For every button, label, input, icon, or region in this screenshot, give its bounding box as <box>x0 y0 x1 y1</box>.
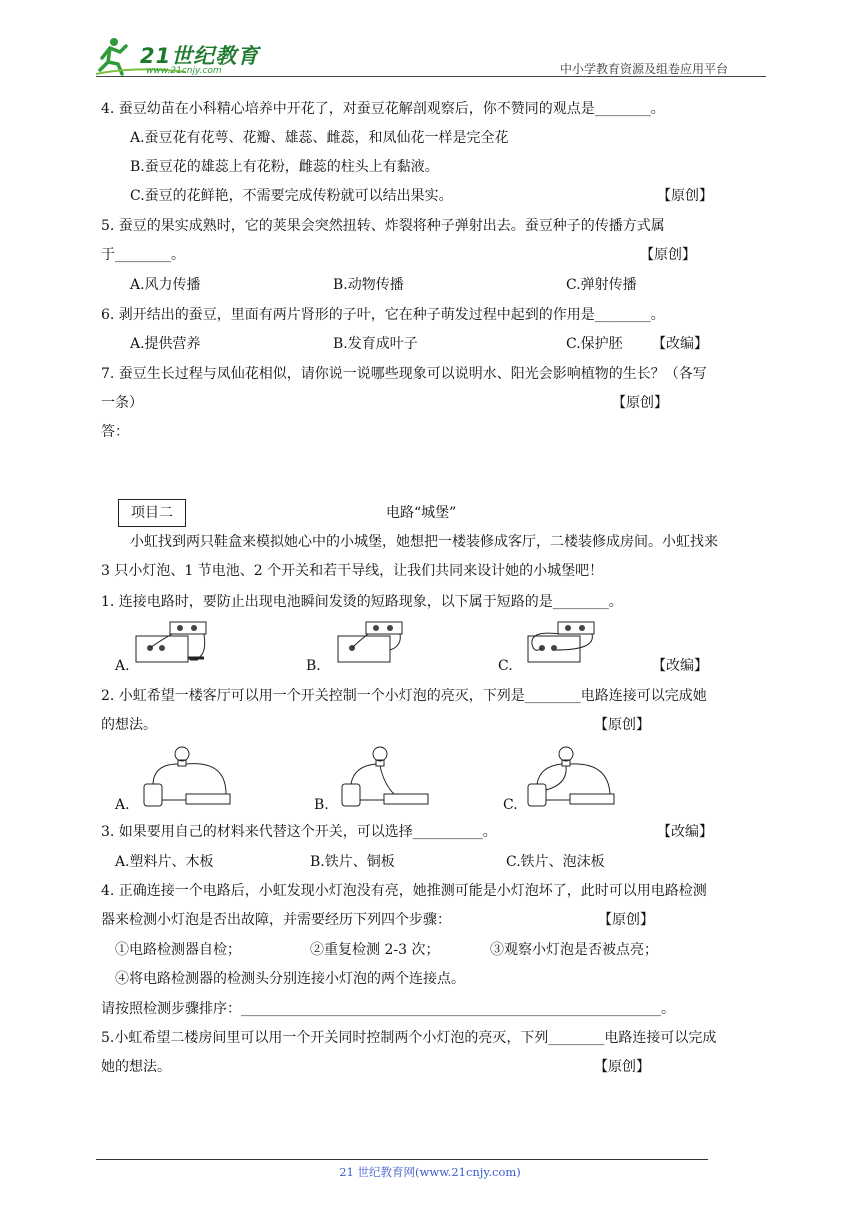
p2-option-b: B. <box>314 797 329 813</box>
q6-option-c: C.保护胚 <box>566 336 623 352</box>
q5-option-a: A.风力传播 <box>130 277 201 293</box>
q4-stem: 4. 蚕豆幼苗在小科精心培养中开花了，对蚕豆花解剖观察后，你不赞同的观点是________。 <box>101 101 665 117</box>
q6-tag: 【改编】 <box>652 336 708 352</box>
p2-stem-line1: 2. 小虹希望一楼客厅可以用一个开关控制一个小灯泡的亮灭，下列是________电路连接可以完成她 <box>101 688 707 704</box>
p2-tag: 【原创】 <box>594 717 650 733</box>
p4-order-prompt: 请按照检测步骤排序：____________________________________________________________。 <box>101 1001 675 1017</box>
circuit-figure-b <box>334 744 444 808</box>
project-intro-line2: 3 只小灯泡、1 节电池、2 个开关和若干导线，让我们共同来设计她的小城堡吧！ <box>101 563 604 579</box>
p3-stem: 3. 如果要用自己的材料来代替这个开关，可以选择__________。 <box>101 824 497 840</box>
p1-stem: 1. 连接电路时，要防止出现电池瞬间发烫的短路现象，以下属于短路的是________。 <box>101 594 623 610</box>
p1-tag: 【改编】 <box>652 658 708 674</box>
q5-option-b: B.动物传播 <box>333 277 404 293</box>
p1-option-a: A. <box>115 658 130 674</box>
q7-answer-label: 答： <box>101 424 129 440</box>
site-logo <box>96 34 266 78</box>
q4-option-c: C.蚕豆的花鲜艳，不需要完成传粉就可以结出果实。 <box>130 188 453 204</box>
logo-main-text: 21世纪教育 <box>140 44 260 68</box>
q6-option-a: A.提供营养 <box>130 336 201 352</box>
p5-stem-line2: 她的想法。 <box>101 1059 171 1075</box>
logo-sub-text: www.21cnjy.com <box>146 66 222 76</box>
p4-step-1: ①电路检测器自检； <box>115 942 241 958</box>
header-platform-text: 中小学教育资源及组卷应用平台 <box>560 62 729 76</box>
p4-step-4: ④将电路检测器的检测头分别连接小灯泡的两个连接点。 <box>115 971 465 987</box>
q5-stem-line1: 5. 蚕豆的果实成熟时，它的荚果会突然扭转、炸裂将种子弹射出去。蚕豆种子的传播方式属 <box>101 218 665 234</box>
p2-stem-line2: 的想法。 <box>101 717 157 733</box>
q6-stem: 6. 剥开结出的蚕豆，里面有两片肾形的子叶，它在种子萌发过程中起到的作用是________。 <box>101 307 665 323</box>
q5-stem-line2: 于________。 <box>101 247 185 263</box>
p1-option-c: C. <box>498 658 513 674</box>
p2-option-c: C. <box>503 797 518 813</box>
q7-tag: 【原创】 <box>612 395 668 411</box>
short-circuit-figure-a <box>128 620 218 668</box>
p4-tag: 【原创】 <box>598 912 654 928</box>
header-rule <box>96 76 766 77</box>
p4-step-3: ③观察小灯泡是否被点亮； <box>490 942 658 958</box>
p3-option-a: A.塑料片、木板 <box>115 854 214 870</box>
p4-stem-line2: 器来检测小灯泡是否出故障，并需要经历下列四个步骤： <box>101 912 451 928</box>
p1-option-b: B. <box>306 658 321 674</box>
footer-site-text[interactable]: 21 世纪教育网(www.21cnjy.com) <box>339 1165 521 1179</box>
short-circuit-figure-b <box>330 620 410 668</box>
p5-tag: 【原创】 <box>594 1059 650 1075</box>
q7-stem-line1: 7. 蚕豆生长过程与凤仙花相似，请你说一说哪些现象可以说明水、阳光会影响植物的生长？（各写 <box>101 366 707 382</box>
q4-option-b: B.蚕豆花的雄蕊上有花粉，雌蕊的柱头上有黏液。 <box>130 159 439 175</box>
circuit-figure-c <box>520 744 630 808</box>
q4-tag: 【原创】 <box>657 188 713 204</box>
q7-stem-line2: 一条） <box>101 395 143 411</box>
circuit-figure-a <box>136 744 246 808</box>
project-intro-line1: 小虹找到两只鞋盒来模拟她心中的小城堡，她想把一楼装修成客厅，二楼装修成房间。小虹找来 <box>130 534 718 550</box>
p3-option-b: B.铁片、铜板 <box>310 854 395 870</box>
q4-option-a: A.蚕豆花有花萼、花瓣、雄蕊、雌蕊，和凤仙花一样是完全花 <box>130 130 509 146</box>
short-circuit-figure-c <box>520 620 610 668</box>
p3-option-c: C.铁片、泡沫板 <box>506 854 605 870</box>
p2-option-a: A. <box>115 797 130 813</box>
p5-stem-line1: 5.小虹希望二楼房间里可以用一个开关同时控制两个小灯泡的亮灭，下列________电路连接可以完成 <box>101 1030 717 1046</box>
q6-option-b: B.发育成叶子 <box>333 336 418 352</box>
p4-stem-line1: 4. 正确连接一个电路后，小虹发现小灯泡没有亮，她推测可能是小灯泡坏了，此时可以用电路检测 <box>101 883 707 899</box>
q5-tag: 【原创】 <box>640 247 696 263</box>
p3-tag: 【改编】 <box>657 824 713 840</box>
p4-step-2: ②重复检测 2-3 次； <box>310 942 440 958</box>
project-label-box: 项目二 <box>118 499 186 527</box>
section-title: 电路“城堡” <box>386 505 457 521</box>
footer-rule <box>96 1159 708 1160</box>
q5-option-c: C.弹射传播 <box>566 277 637 293</box>
